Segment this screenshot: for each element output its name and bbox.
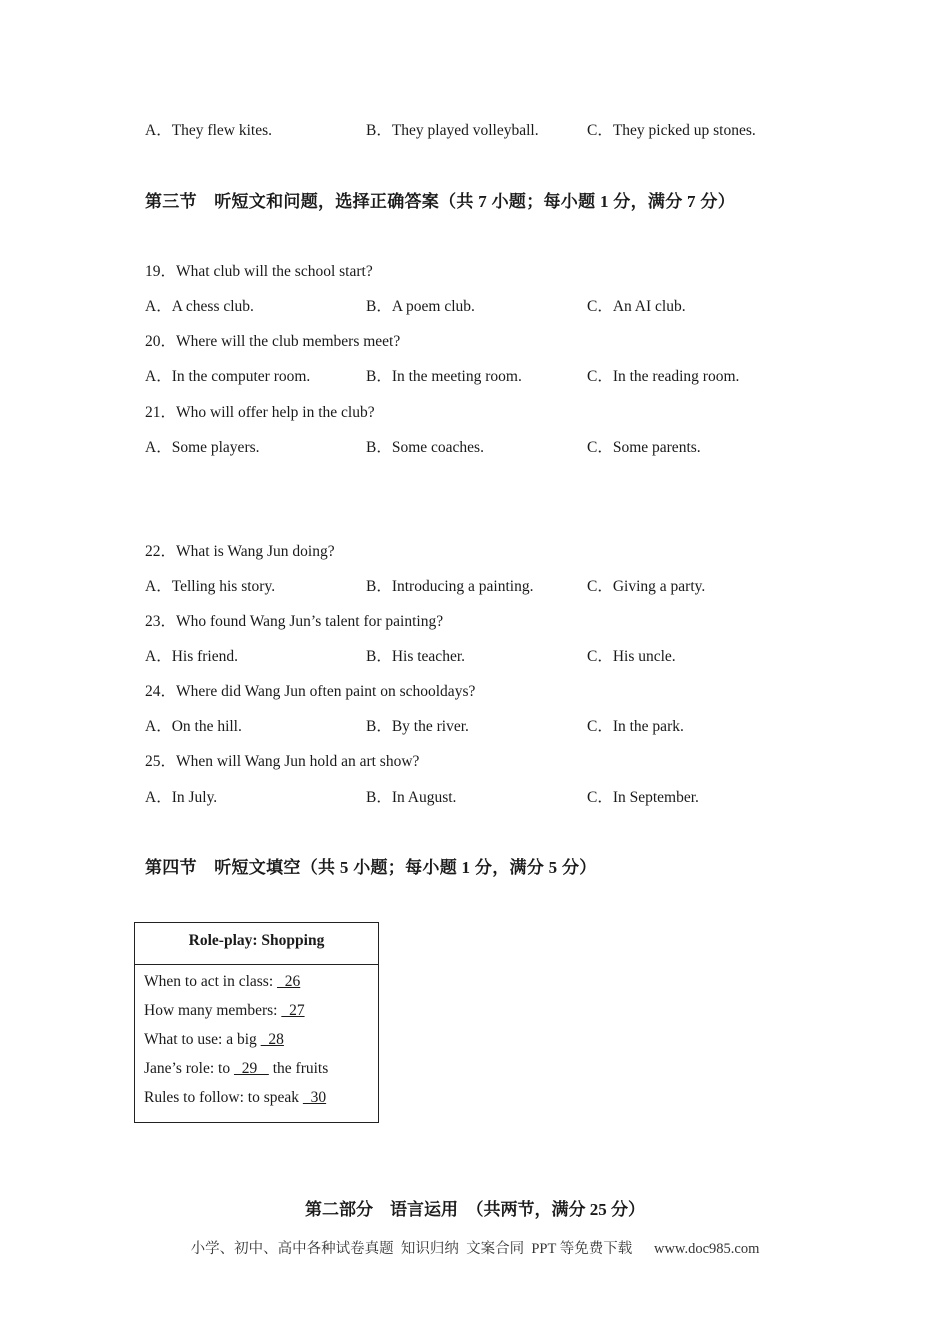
q22-option-b: B．Introducing a painting. — [366, 578, 534, 595]
q24-option-b: B．By the river. — [366, 718, 469, 735]
q20-option-b: B．In the meeting room. — [366, 368, 522, 385]
question-24: 24．Where did Wang Jun often paint on schooldays? — [145, 683, 476, 700]
blank-28: 28 — [260, 1031, 284, 1048]
blank-26: 26 — [277, 973, 301, 990]
row-label: When to act in class: — [144, 973, 277, 990]
q24-option-a: A．On the hill. — [145, 718, 242, 735]
q21-option-a: A．Some players. — [145, 439, 260, 456]
table-row — [144, 1002, 305, 1020]
q19-option-c: C．An AI club. — [587, 298, 686, 315]
question-20: 20．Where will the club members meet? — [145, 333, 401, 350]
question-23: 23．Who found Wang Jun’s talent for painting? — [145, 613, 444, 630]
q19-option-a: A．A chess club. — [145, 298, 254, 315]
q21-option-b: B．Some coaches. — [366, 439, 484, 456]
q25-option-b: B．In August. — [366, 789, 457, 806]
q21-option-c: C．Some parents. — [587, 439, 701, 456]
table-row — [144, 1031, 284, 1049]
part2-title: 第二部分 语言运用 （共两节，满分 25 分） — [305, 1200, 645, 1219]
q23-option-c: C．His uncle. — [587, 648, 676, 665]
q18-option-b: B．They played volleyball. — [366, 122, 539, 139]
q18-option-c: C．They picked up stones. — [587, 122, 756, 139]
q18-option-a: A．They flew kites. — [145, 122, 272, 139]
table-row — [144, 1089, 326, 1107]
q24-option-c: C．In the park. — [587, 718, 684, 735]
row-label: Jane’s role: to — [144, 1060, 234, 1077]
section4-heading: 第四节 听短文填空（共 5 小题；每小题 1 分，满分 5 分） — [145, 858, 597, 877]
question-25: 25．When will Wang Jun hold an art show? — [145, 753, 420, 770]
section3-heading: 第三节 听短文和问题，选择正确答案（共 7 小题；每小题 1 分，满分 7 分） — [145, 192, 735, 211]
q22-option-c: C．Giving a party. — [587, 578, 706, 595]
table-row — [144, 1060, 328, 1078]
question-19: 19．What club will the school start? — [145, 263, 373, 280]
blank-29: 29 — [233, 1060, 269, 1077]
question-22: 22．What is Wang Jun doing? — [145, 543, 335, 560]
q25-option-a: A．In July. — [145, 789, 218, 806]
q23-option-a: A．His friend. — [145, 648, 238, 665]
blank-27: 27 — [281, 1002, 305, 1019]
row-suffix: the fruits — [268, 1060, 329, 1077]
role-play-table — [134, 922, 379, 1123]
question-21: 21．Who will offer help in the club? — [145, 404, 375, 421]
q19-option-b: B．A poem club. — [366, 298, 475, 315]
q25-option-c: C．In September. — [587, 789, 699, 806]
q22-option-a: A．Telling his story. — [145, 578, 276, 595]
row-label: What to use: a big — [144, 1031, 261, 1048]
table-row — [144, 973, 300, 991]
row-label: How many members: — [144, 1002, 282, 1019]
page-footer: 小学、初中、高中各种试卷真题 知识归纳 文案合同 PPT 等免费下载 www.doc985.com — [190, 1241, 760, 1257]
q23-option-b: B．His teacher. — [366, 648, 466, 665]
q20-option-a: A．In the computer room. — [145, 368, 311, 385]
q20-option-c: C．In the reading room. — [587, 368, 740, 385]
blank-30: 30 — [302, 1089, 327, 1106]
table-title: Role-play: Shopping — [135, 923, 378, 965]
row-label: Rules to follow: to speak — [144, 1089, 303, 1106]
